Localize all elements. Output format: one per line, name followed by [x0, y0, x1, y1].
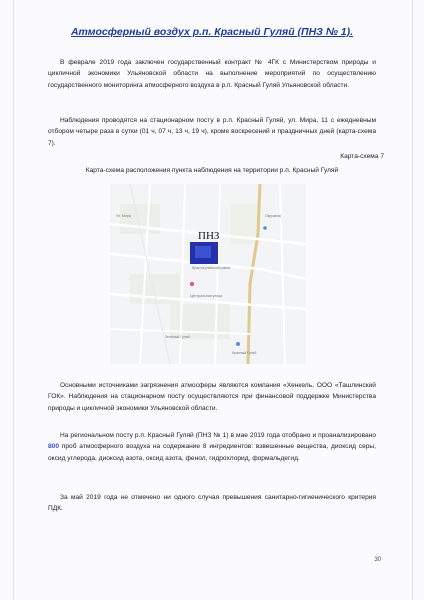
samples-text-end: проб атмосферного воздуха на содержание 8 ингредиентов: взвешенные вещества, диоксид серы, оксид углерода, диоксид азота, оксид азота, фенол, гидрохлорид, формальдегид. [48, 443, 376, 462]
station-marker-icon [236, 342, 240, 346]
poi-marker-icon [190, 282, 194, 286]
map-image [110, 184, 306, 364]
paragraph-contract: В феврале 2019 года заключен государственный контракт № 4ГК с Министерством природы и цикличной экономики Ульяновской области на выполнение мероприятий по осуществлению государственного мониторинга атмосферного воздуха в р.п. Красный Гуляй Ульяновской области. [48, 59, 376, 89]
map-district-label: Зелёный Гуляй [165, 335, 190, 339]
map-station-label: Красный Гуляй [232, 351, 257, 355]
page-title: Атмосферный воздух р.п. Красный Гуляй (ПНЗ № 1). [70, 26, 354, 38]
map-poi-label: Окружная [265, 214, 282, 218]
pnz-label: ПНЗ [198, 230, 220, 242]
paragraph-exceedance: За май 2019 года не отмечено ни одного случая превышения санитарно-гигиенического критерия ПДК. [48, 494, 376, 513]
paragraph-sources: Основными источниками загрязнения атмосферы являются компания «Хенкель, ООО «Ташлинский ГОК». Наблюдения на стационарном посту осуществляются при финансовой поддержке Министерства природы и цикличной экономики Ульяновской области. [48, 382, 376, 412]
pnz-marker [190, 242, 218, 264]
paragraph-samples [48, 430, 376, 464]
poi-marker-icon [263, 226, 267, 230]
page-number: 30 [374, 557, 381, 563]
map-street-label: Ул. Мира [116, 214, 131, 218]
map-block-label: Центральная улица [190, 294, 223, 298]
samples-count: 800 [48, 443, 60, 451]
samples-text-start: На региональном посту р.п. Красный Гуляй (ПНЗ № 1) в мае 2019 года отобрано и проанализировано [60, 432, 376, 439]
paragraph-observations: Наблюдения проводятся на стационарном посту в р.п. Красный Гуляй, ул. Мира, 11 с ежедневным отбором четыре раза в сутки (01 ч, 07 ч, 13 ч, 19 ч), кроме воскресений и праздничных дней (карта-схема 7). [48, 117, 376, 147]
map-roads [110, 184, 306, 364]
map-caption: Карта-схема расположения пункта наблюдения на территории р.п. Красный Гуляй [85, 167, 339, 174]
map-reference: Карта-схема 7 [340, 153, 384, 160]
map-place-label: Красногулайский район [192, 266, 231, 270]
